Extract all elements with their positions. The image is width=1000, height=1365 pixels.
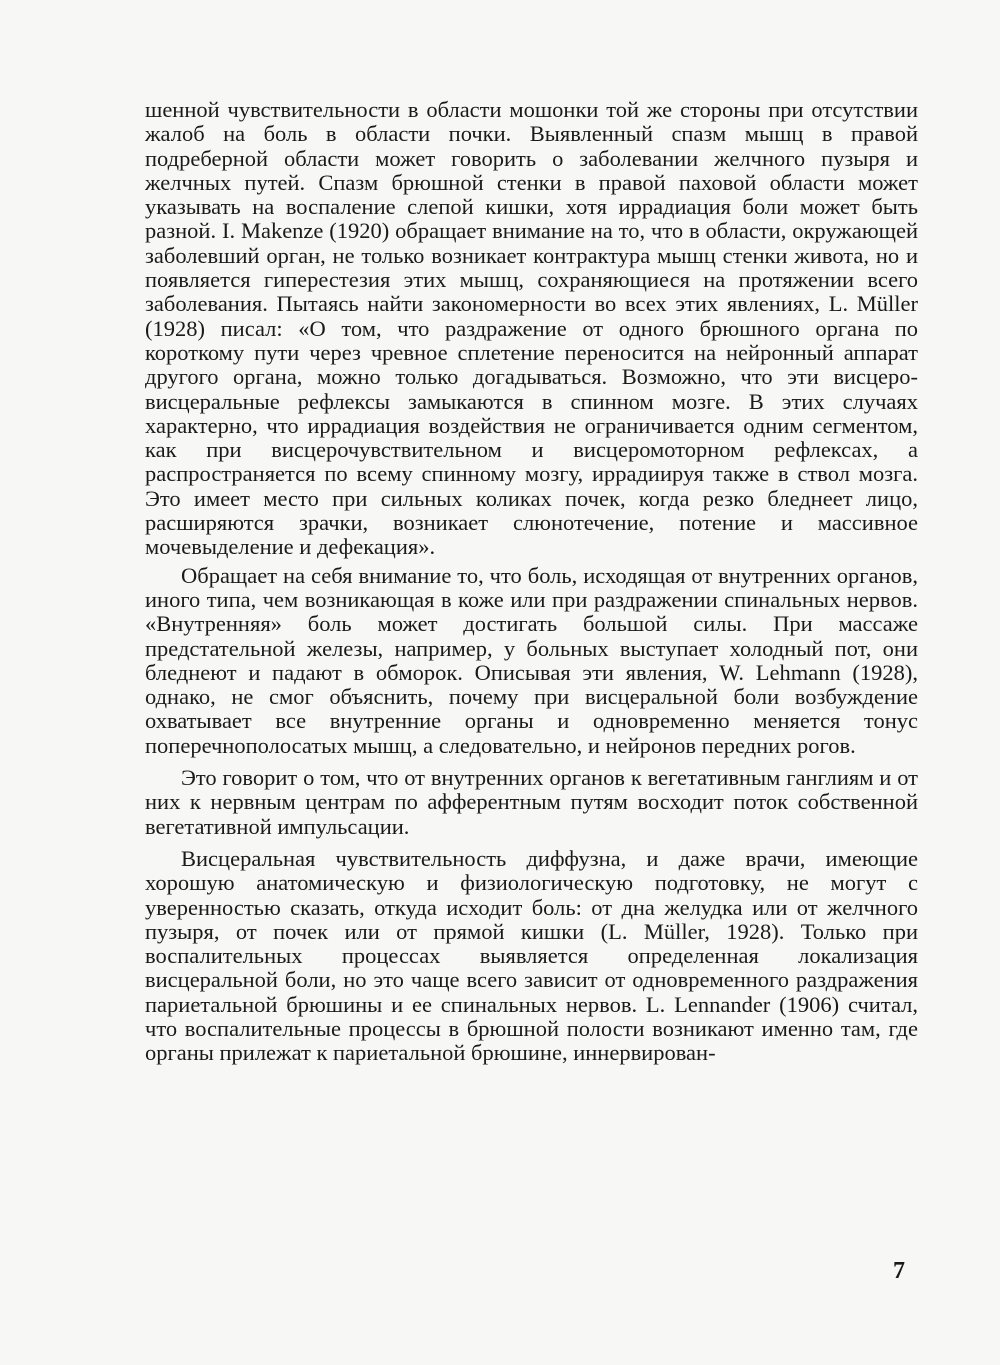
paragraph-continuation: шенной чувствительности в области мошонки той же стороны при отсутствии жалоб на боль в области почки. Выявленный спазм мышц в правой подреберной области может говорить о заболевании желчного пузыря и желчных путей. Спазм брюшной стенки в правой паховой области может указывать на воспаление слепой кишки, хотя иррадиация боли может быть разной. I. Makenze (1920) обращает внимание на то, что в области, окружающей заболевший орган, не только возникает контрактура мышц стенки живота, но и появляется гиперестезия этих мышц, сохраняющиеся на протяжении всего заболевания. Пытаясь найти закономерности во всех этих явлениях, L. Müller (1928) писал: «О том, что раздражение от одного брюшного органа по короткому пути через чревное сплетение переносится на нейронный аппарат другого органа, можно только догадываться. Возможно, что эти висцеро-висцеральные рефлексы замыкаются в спинном мозге. В этих случаях характерно, что иррадиация воздействия не ограничивается одним сегментом, как при висцерочувствительном и висцеромоторном рефлексах, а распространяется по всему спинному мозгу, иррадиируя также в ствол мозга. Это имеет место при сильных коликах почек, когда резко бледнеет лицо, расширяются зрачки, возникает слюнотечение, потение и массивное мочевыделение и дефекация».	[145, 97, 918, 560]
paragraph-internal-pain: Обращает на себя внимание то, что боль, исходящая от внутренних органов, иного типа, чем возникающая в коже или при раздражении спинальных нервов. «Внутренняя» боль может достигать большой силы. При массаже предстательной железы, например, у больных выступает холодный пот, они бледнеют и падают в обморок. Описывая эти явления, W. Lehmann (1928), однако, не смог объяснить, почему при висцеральной боли возбуждение охватывает все внутренние органы и одновременно меняется тонус поперечнополосатых мышц, а следовательно, и нейронов передних рогов.	[145, 562, 918, 758]
paragraph-visceral-sensitivity: Висцеральная чувствительность диффузна, и даже врачи, имеющие хорошую анатомическую и физиологическую подготовку, не могут с уверенностью сказать, откуда исходит боль: от дна желудка или от желчного пузыря, от почек или от прямой кишки (L. Müller, 1928). Только при воспалительных процессах выявляется определенная локализация висцеральной боли, но это чаще всего зависит от одновременного раздражения париетальной брюшины и ее спинальных нервов. L. Lennander (1906) считал, что воспалительные процессы в брюшной полости возникают именно там, где органы прилежат к париетальной брюшине, иннервирован-	[145, 845, 918, 1066]
text-column	[145, 98, 918, 1066]
page-number: 7	[893, 1258, 905, 1284]
paragraph-afferent-impulses: Это говорит о том, что от внутренних органов к вегетативным ганглиям и от них к нервным центрам по афферентным путям восходит поток собственной вегетативной импульсации.	[145, 765, 918, 839]
